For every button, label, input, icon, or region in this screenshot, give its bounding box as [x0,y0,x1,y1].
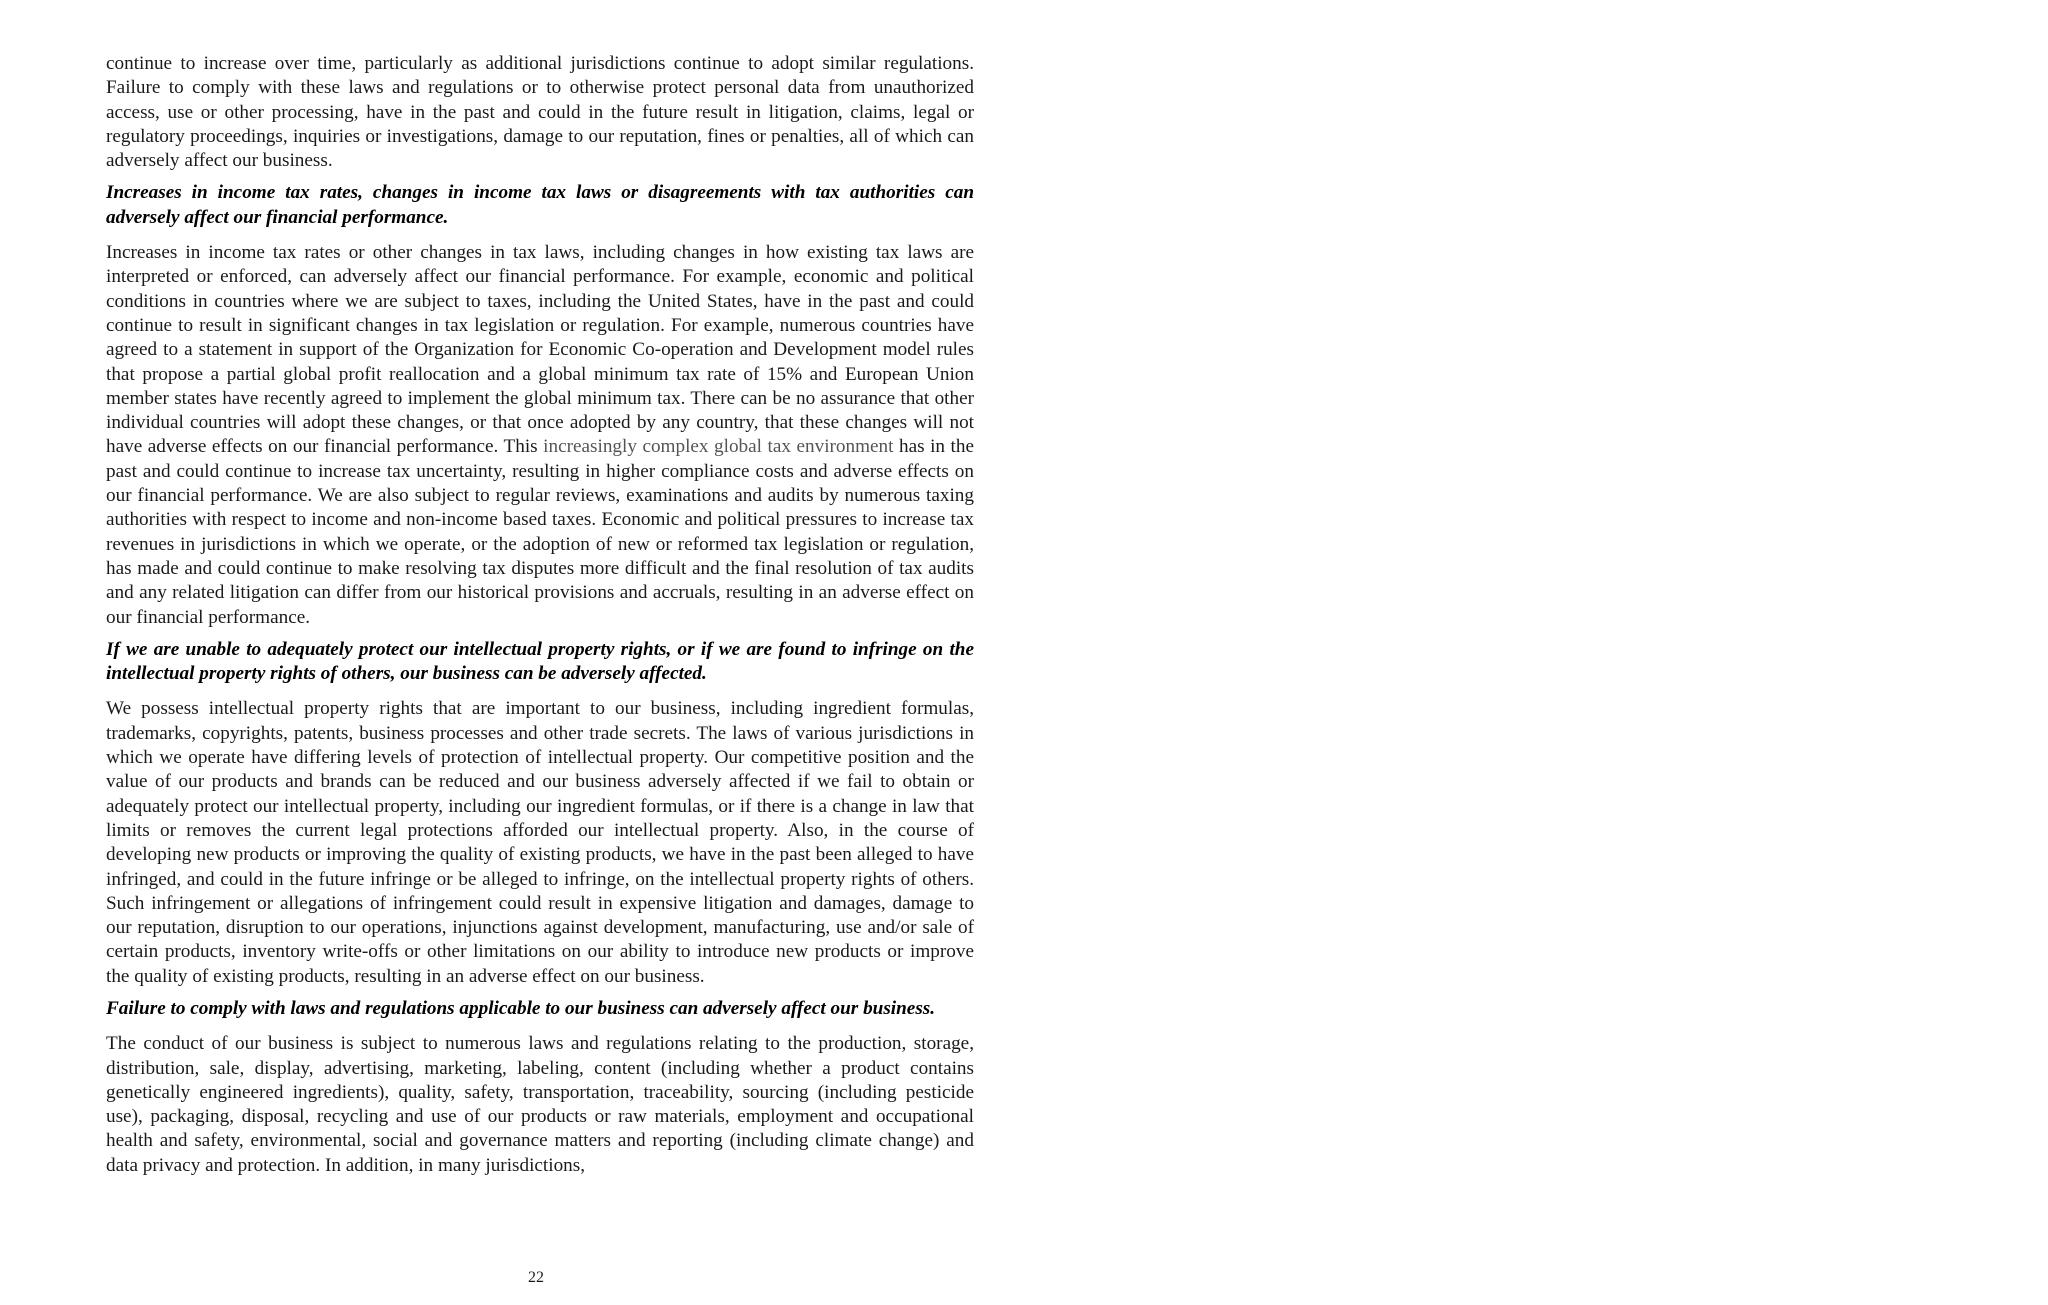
section-heading-intellectual-property: If we are unable to adequately protect our intellectual property rights, or if we are found to infringe on the intellectual property rights of others, our business can be adversely affected. [106,638,974,685]
section-heading-compliance: Failure to comply with laws and regulations applicable to our business can adversely affect our business. [106,997,936,1019]
paragraph-text: has in the past and could continue to increase tax uncertainty, resulting in higher compliance costs and adverse effects on our financial performance. We are also subject to regular reviews, examinations and audits by numerous taxing authorities with respect to income and non-income based taxes. Economic and political pressures to increase tax revenues in jurisdictions in which we operate, or the adoption of new or reformed tax legislation or regulation, has made and could continue to make resolving tax disputes more difficult and the final resolution of tax audits and any related litigation can differ from our historical provisions and accruals, resulting in an adverse effect on our financial performance. [106,436,974,628]
body-paragraph: continue to increase over time, particularly as additional jurisdictions continue to adopt similar regulations. Failure to comply with these laws and regulations or to otherwise protect personal data from unauthorized access, use or other processing, have in the past and could in the future result in litigation, claims, legal or regulatory proceedings, inquiries or investigations, damage to our reputation, fines or penalties, all of which can adversely affect our business. [106,53,974,172]
document-page [106,52,974,1186]
highlighted-phrase: increasingly complex global tax environment [543,436,894,458]
paragraph-text: Increases in income tax rates or other changes in tax laws, including changes in how existing tax laws are interpreted or enforced, can adversely affect our financial performance. For example, economic and political conditions in countries where we are subject to taxes, including the United States, have in the past and could continue to result in significant changes in tax legislation or regulation. For example, numerous countries have agreed to a statement in support of the Organization for Economic Co-operation and Development model rules that propose a partial global profit reallocation and a global minimum tax rate of 15% and European Union member states have recently agreed to implement the global minimum tax. There can be no assurance that other individual countries will adopt these changes, or that once adopted by any country, that these changes will not have adverse effects on our financial performance. This [106,242,974,458]
body-paragraph-compliance: The conduct of our business is subject to numerous laws and regulations relating to the production, storage, distribution, sale, display, advertising, marketing, labeling, content (including whether a product contains genetically engineered ingredients), quality, safety, transportation, traceability, sourcing (including pesticide use), packaging, disposal, recycling and use of our products or raw materials, employment and occupational health and safety, environmental, social and governance matters and reporting (including climate change) and data privacy and protection. In addition, in many jurisdictions, [106,1033,974,1176]
page-number: 22 [528,1269,544,1286]
section-heading-income-tax: Increases in income tax rates, changes in income tax laws or disagreements with tax authorities can adversely affect our financial performance. [106,182,974,228]
body-paragraph-intellectual-property: We possess intellectual property rights that are important to our business, including ingredient formulas, trademarks, copyrights, patents, business processes and other trade secrets. The laws of various jurisdictions in which we operate have differing levels of protection of intellectual property. Our competitive position and the value of our products and brands can be reduced and our business adversely affected if we fail to obtain or adequately protect our intellectual property, including our ingredient formulas, or if there is a change in law that limits or removes the current legal protections afforded our intellectual property. Also, in the course of developing new products or improving the quality of existing products, we have in the past been alleged to have infringed, and could in the future infringe or be alleged to infringe, on the intellectual property rights of others. Such infringement or allegations of infringement could result in expensive litigation and damages, damage to our reputation, disruption to our operations, injunctions against development, manufacturing, use and/or sale of certain products, inventory write-offs or other limitations on our ability to introduce new products or improve the quality of existing products, resulting in an adverse effect on our business. [106,698,974,987]
body-paragraph-income-tax [106,241,974,630]
